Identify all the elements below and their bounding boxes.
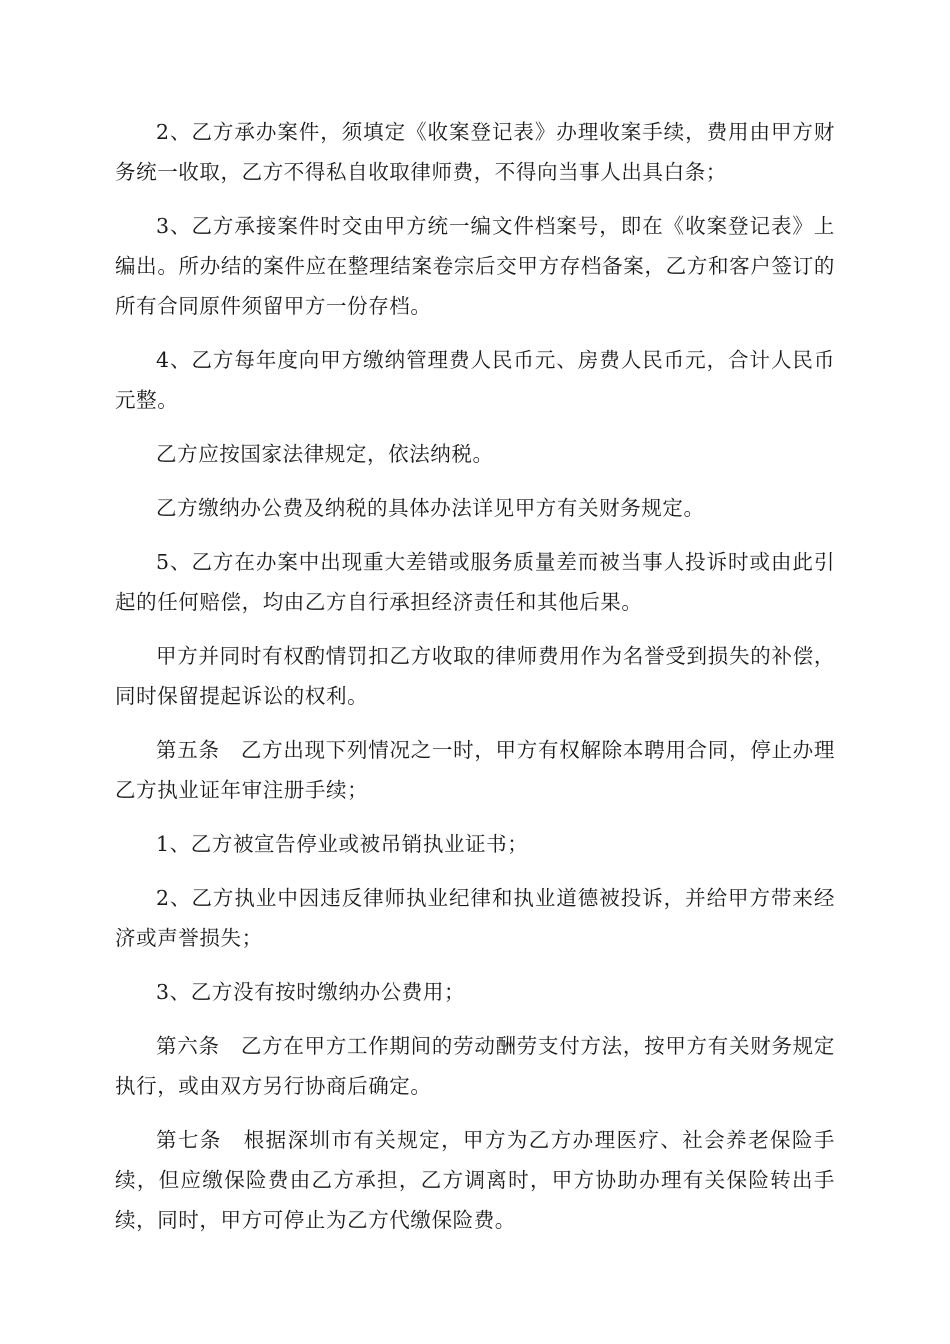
paragraph-article-5-item-3: 3、乙方没有按时缴纳办公费用；	[156, 980, 466, 1004]
paragraph-article-5-item-2: 2、乙方执业中因违反律师执业纪律和执业道德被投诉，并给甲方带来经济或声誉损失；	[115, 886, 835, 950]
document-page	[115, 112, 835, 1254]
paragraph-tax-law: 乙方应按国家法律规定，依法纳税。	[156, 442, 494, 466]
paragraph-article-5-item-1: 1、乙方被宣告停业或被吊销执业证书；	[156, 832, 529, 856]
paragraph-clause-4: 4、乙方每年度向甲方缴纳管理费人民币元、房费人民币元，合计人民币元整。	[115, 348, 835, 412]
paragraph-article-7: 第七条 根据深圳市有关规定，甲方为乙方办理医疗、社会养老保险手续，但应缴保险费由乙方承担，乙方调离时，甲方协助办理有关保险转出手续，同时，甲方可停止为乙方代缴保险费。	[115, 1128, 835, 1232]
paragraph-article-6: 第六条 乙方在甲方工作期间的劳动酬劳支付方法，按甲方有关财务规定执行，或由双方另行协商后确定。	[115, 1034, 835, 1098]
paragraph-article-5: 第五条 乙方出现下列情况之一时，甲方有权解除本聘用合同，停止办理乙方执业证年审注册手续；	[115, 738, 835, 802]
paragraph-clause-5: 5、乙方在办案中出现重大差错或服务质量差而被当事人投诉时或由此引起的任何赔偿，均由乙方自行承担经济责任和其他后果。	[115, 550, 835, 614]
paragraph-tax-method: 乙方缴纳办公费及纳税的具体办法详见甲方有关财务规定。	[156, 496, 705, 520]
paragraph-clause-2: 2、乙方承办案件，须填定《收案登记表》办理收案手续，费用由甲方财务统一收取，乙方不得私自收取律师费，不得向当事人出具白条；	[115, 120, 835, 184]
paragraph-clause-3: 3、乙方承接案件时交由甲方统一编文件档案号，即在《收案登记表》上编出。所办结的案件应在整理结案卷宗后交甲方存档备案，乙方和客户签订的所有合同原件须留甲方一份存档。	[115, 214, 835, 318]
paragraph-penalty: 甲方并同时有权酌情罚扣乙方收取的律师费用作为名誉受到损失的补偿，同时保留提起诉讼的权利。	[115, 644, 835, 708]
